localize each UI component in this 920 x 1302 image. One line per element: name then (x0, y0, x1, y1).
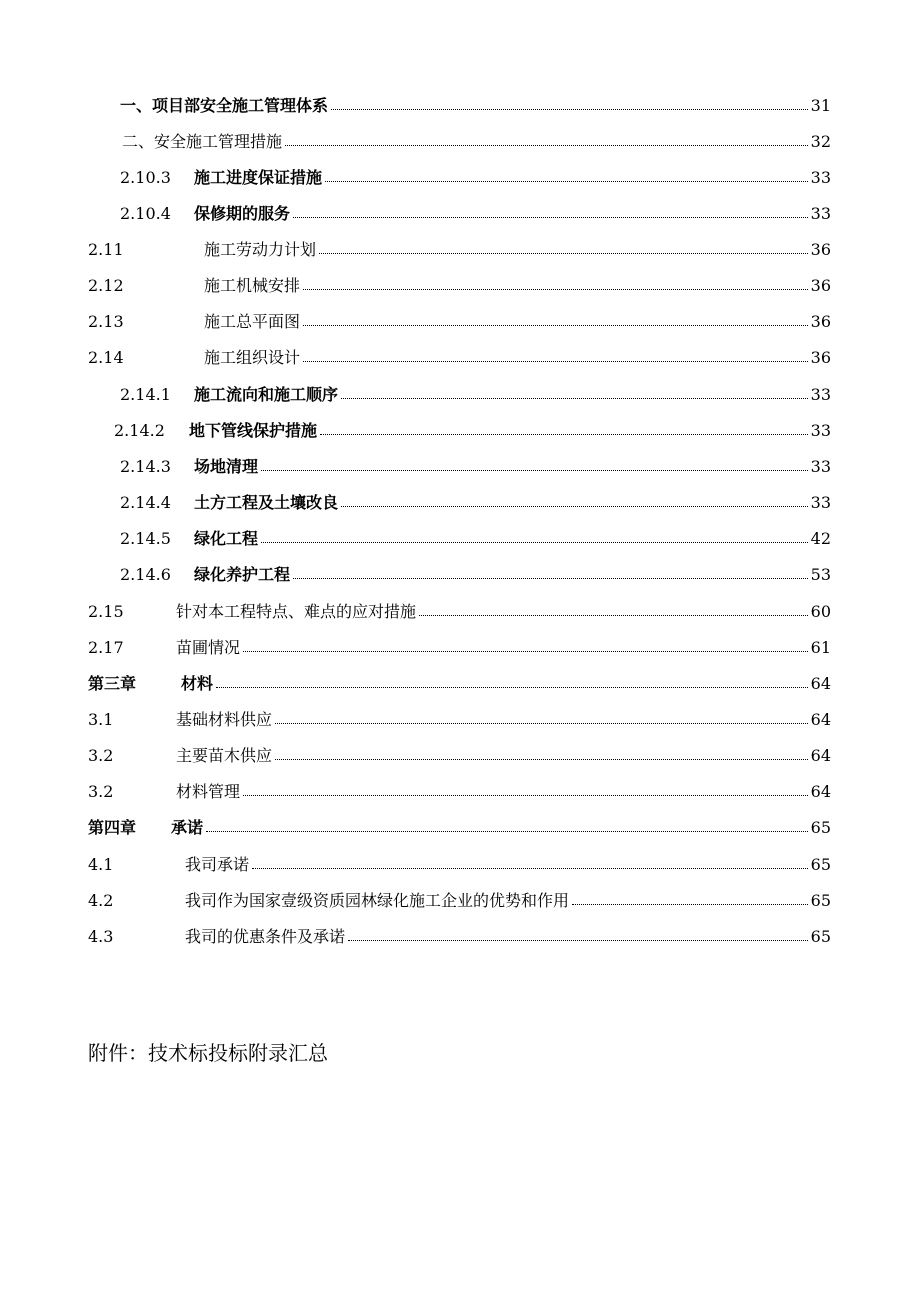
toc-entry (0, 93, 920, 119)
toc-entry (0, 165, 920, 191)
toc-entry-page-number: 36 (809, 237, 831, 263)
toc-entry (0, 743, 920, 769)
toc-entry-number: 2.15 (88, 599, 124, 625)
toc-entry-title: 施工流向和施工顺序 (194, 382, 340, 408)
toc-entry-page-number: 64 (809, 779, 831, 805)
toc-entry (0, 562, 920, 588)
toc-entry (0, 345, 920, 371)
toc-entry-number: 2.10.3 (120, 165, 171, 191)
toc-leader-dots (341, 398, 810, 399)
toc-entry-number: 4.2 (88, 888, 113, 914)
toc-entry-title: 绿化工程 (194, 526, 260, 552)
toc-entry-page-number: 64 (809, 671, 831, 697)
toc-leader-dots (320, 434, 810, 435)
toc-entry-title: 主要苗木供应 (176, 743, 274, 769)
toc-entry-title: 我司的优惠条件及承诺 (185, 924, 347, 950)
toc-entry-page-number: 33 (809, 454, 831, 480)
toc-entry-title: 施工进度保证措施 (194, 165, 324, 191)
toc-entry-page-number: 36 (809, 345, 831, 371)
toc-entry-page-number: 33 (809, 201, 831, 227)
toc-entry-number: 3.1 (88, 707, 113, 733)
toc-entry-page-number: 64 (809, 707, 831, 733)
toc-leader-dots (243, 651, 810, 652)
toc-entry-page-number: 65 (809, 924, 831, 950)
toc-entry-title: 二、安全施工管理措施 (122, 129, 284, 155)
toc-entry (0, 888, 920, 914)
toc-leader-dots (303, 361, 810, 362)
toc-entry-number: 3.2 (88, 743, 113, 769)
toc-entry-title: 一、项目部安全施工管理体系 (120, 93, 330, 119)
toc-entry-title: 材料管理 (176, 779, 242, 805)
appendix-title: 附件：技术标投标附录汇总 (88, 1041, 328, 1065)
toc-leader-dots (293, 217, 810, 218)
toc-entry-page-number: 33 (809, 382, 831, 408)
toc-entry-number: 2.12 (88, 273, 124, 299)
toc-entry-page-number: 65 (809, 815, 831, 841)
toc-entry-number: 4.1 (88, 852, 113, 878)
toc-entry-page-number: 42 (809, 526, 831, 552)
toc-leader-dots (572, 904, 810, 905)
toc-entry-title: 施工组织设计 (204, 345, 302, 371)
toc-leader-dots (275, 723, 810, 724)
toc-entry-number: 第三章 (88, 671, 136, 697)
toc-leader-dots (275, 759, 810, 760)
toc-entry (0, 671, 920, 697)
toc-entry-page-number: 60 (809, 599, 831, 625)
toc-entry (0, 418, 920, 444)
toc-entry (0, 526, 920, 552)
toc-entry-number: 2.11 (88, 237, 124, 263)
toc-entry-title: 苗圃情况 (176, 635, 242, 661)
toc-leader-dots (319, 253, 810, 254)
toc-leader-dots (261, 542, 810, 543)
toc-entry (0, 815, 920, 841)
toc-leader-dots (348, 940, 810, 941)
toc-entry-number: 2.14.2 (114, 418, 165, 444)
toc-entry-title: 土方工程及土壤改良 (194, 490, 340, 516)
toc-entry-title: 保修期的服务 (194, 201, 292, 227)
toc-leader-dots (331, 109, 810, 110)
toc-entry-title: 施工劳动力计划 (204, 237, 318, 263)
toc-entry-title: 针对本工程特点、难点的应对措施 (176, 599, 418, 625)
toc-entry-number: 2.10.4 (120, 201, 171, 227)
toc-entry-title: 地下管线保护措施 (189, 418, 319, 444)
toc-entry-number: 2.14 (88, 345, 124, 371)
toc-leader-dots (243, 795, 810, 796)
toc-entry-number: 2.14.5 (120, 526, 171, 552)
toc-entry-title: 我司承诺 (185, 852, 251, 878)
toc-entry-page-number: 65 (809, 852, 831, 878)
toc-entry (0, 382, 920, 408)
toc-entry-title: 施工机械安排 (204, 273, 302, 299)
toc-entry (0, 237, 920, 263)
toc-entry (0, 309, 920, 335)
toc-entry-number: 2.17 (88, 635, 124, 661)
toc-entry-title: 场地清理 (194, 454, 260, 480)
toc-leader-dots (303, 289, 810, 290)
toc-entry (0, 852, 920, 878)
toc-entry (0, 490, 920, 516)
toc-leader-dots (293, 578, 810, 579)
toc-entry-page-number: 33 (809, 165, 831, 191)
toc-entry (0, 129, 920, 155)
toc-entry-page-number: 53 (809, 562, 831, 588)
toc-entry-page-number: 61 (809, 635, 831, 661)
toc-entry-page-number: 32 (809, 129, 831, 155)
toc-entry-number: 2.13 (88, 309, 124, 335)
toc-entry (0, 635, 920, 661)
toc-leader-dots (216, 687, 810, 688)
toc-entry-page-number: 65 (809, 888, 831, 914)
toc-entry (0, 273, 920, 299)
toc-entry-title: 绿化养护工程 (194, 562, 292, 588)
toc-entry-page-number: 36 (809, 273, 831, 299)
toc-entry-page-number: 33 (809, 418, 831, 444)
toc-entry-number: 2.14.6 (120, 562, 171, 588)
toc-entry-number: 2.14.3 (120, 454, 171, 480)
toc-entry (0, 779, 920, 805)
toc-leader-dots (252, 868, 810, 869)
toc-entry-title: 施工总平面图 (204, 309, 302, 335)
toc-entry-number: 2.14.4 (120, 490, 171, 516)
toc-entry (0, 599, 920, 625)
toc-entry (0, 924, 920, 950)
toc-entry-number: 4.3 (88, 924, 113, 950)
toc-leader-dots (419, 615, 810, 616)
toc-entry-page-number: 36 (809, 309, 831, 335)
toc-entry-page-number: 64 (809, 743, 831, 769)
toc-leader-dots (206, 831, 810, 832)
toc-entry-title: 我司作为国家壹级资质园林绿化施工企业的优势和作用 (185, 888, 571, 914)
toc-leader-dots (261, 470, 810, 471)
toc-entry-title: 基础材料供应 (176, 707, 274, 733)
toc-leader-dots (285, 145, 810, 146)
toc-entry (0, 707, 920, 733)
toc-entry (0, 454, 920, 480)
toc-entry-number: 2.14.1 (120, 382, 171, 408)
toc-entry-number: 3.2 (88, 779, 113, 805)
toc-leader-dots (341, 506, 810, 507)
toc-entry-page-number: 33 (809, 490, 831, 516)
toc-entry-title: 承诺 (171, 815, 205, 841)
toc-leader-dots (303, 325, 810, 326)
toc-entry-page-number: 31 (809, 93, 831, 119)
toc-entry-number: 第四章 (88, 815, 136, 841)
toc-leader-dots (325, 181, 810, 182)
toc-entry (0, 201, 920, 227)
toc-entry-title: 材料 (181, 671, 215, 697)
